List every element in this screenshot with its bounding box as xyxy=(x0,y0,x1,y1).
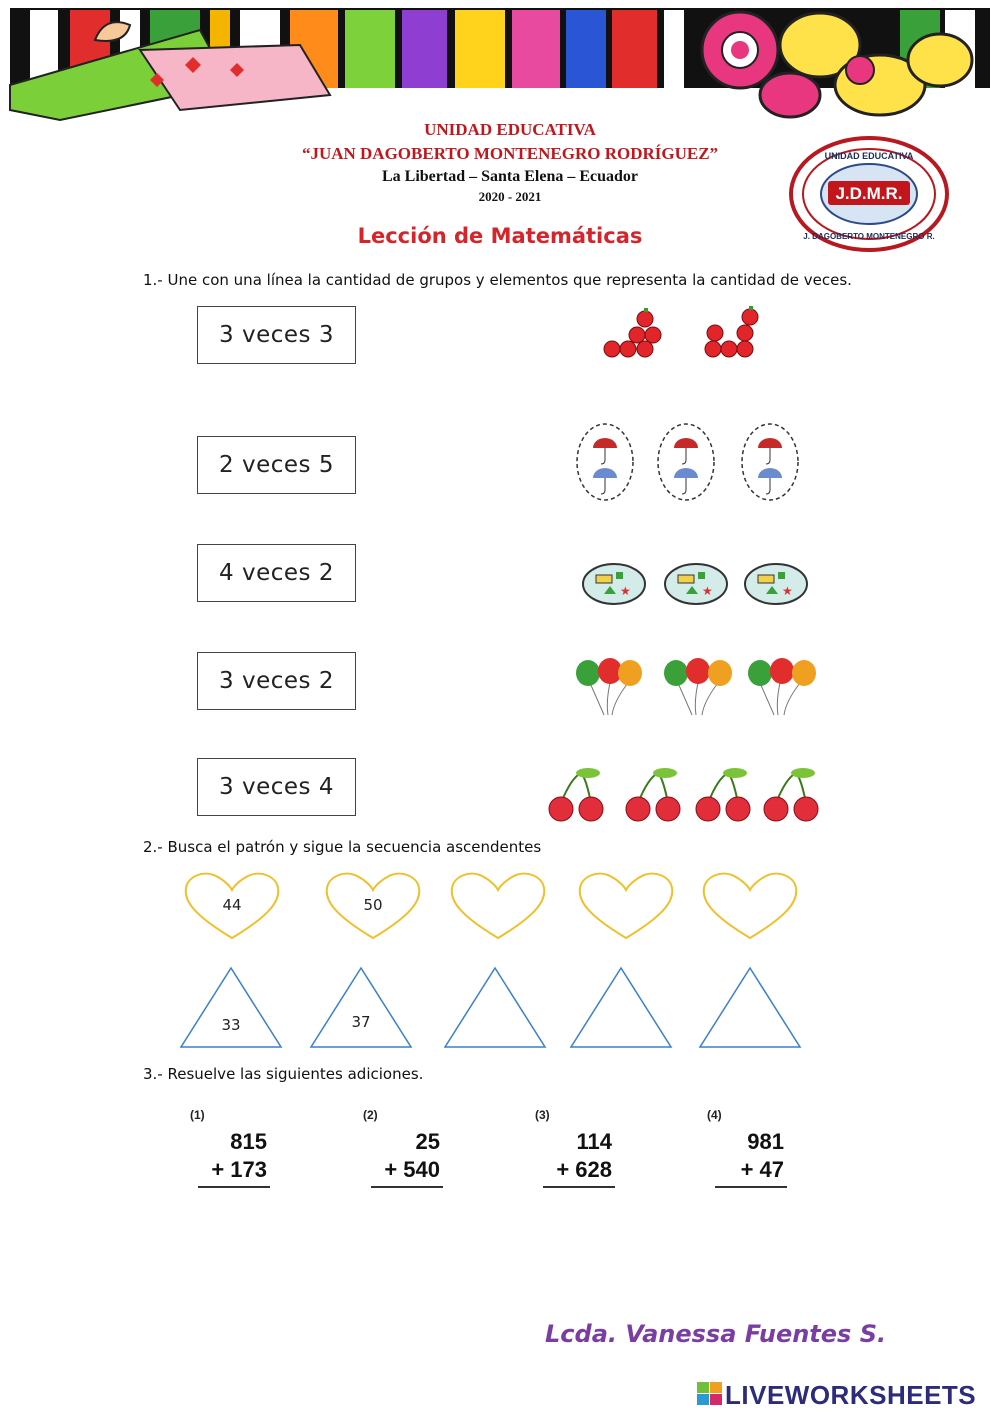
school-location: La Libertad – Santa Elena – Ecuador xyxy=(381,168,639,185)
times-box[interactable]: 2 veces 5 xyxy=(197,436,356,494)
logo-top-text: UNIDAD EDUCATIVA xyxy=(824,151,914,161)
problem-top-number: 25 xyxy=(415,1129,440,1154)
school-name-line1: UNIDAD EDUCATIVA xyxy=(424,120,596,139)
times-box[interactable]: 4 veces 2 xyxy=(197,544,356,602)
problem-index: (2) xyxy=(363,1108,378,1122)
teacher-signature: Lcda. Vanessa Fuentes S. xyxy=(545,1320,887,1348)
problem-top-number: 981 xyxy=(747,1129,784,1154)
school-year: 2020 - 2021 xyxy=(478,189,542,204)
problem-index: (3) xyxy=(535,1108,550,1122)
times-box[interactable]: 3 veces 3 xyxy=(197,306,356,364)
problem-top-number: 114 xyxy=(576,1129,612,1154)
logo-bottom-text: J. DAGOBERTO MONTENEGRO R. xyxy=(803,232,935,241)
apples-groups-picture[interactable] xyxy=(595,305,775,360)
svg-text:★: ★ xyxy=(620,584,631,598)
problem-bottom-number: + 47 xyxy=(740,1157,784,1182)
problem-top-number: 815 xyxy=(230,1129,267,1154)
cherry-groups-picture[interactable] xyxy=(543,765,828,825)
umbrella-groups-picture[interactable] xyxy=(573,420,808,505)
heart-shape xyxy=(448,872,548,942)
triangle-value[interactable]: 33 xyxy=(221,1016,241,1034)
svg-text:★: ★ xyxy=(702,584,713,598)
school-name-line2: “JUAN DAGOBERTO MONTENEGRO RODRÍGUEZ” xyxy=(301,144,719,163)
shape-plate-groups-picture[interactable] xyxy=(580,560,810,608)
triangle-shape xyxy=(178,965,284,1050)
sum-line xyxy=(715,1186,787,1188)
balloon-groups-picture[interactable] xyxy=(570,658,825,720)
section1-instruction: 1.- Une con una línea la cantidad de grupos y elementos que representa la cantidad de veces. xyxy=(143,271,852,289)
sum-line xyxy=(543,1186,615,1188)
triangle-shape xyxy=(568,965,674,1050)
svg-text:★: ★ xyxy=(782,584,793,598)
triangle-shape xyxy=(697,965,803,1050)
section2-instruction: 2.- Busca el patrón y sigue la secuencia ascendentes xyxy=(143,838,542,856)
problem-index: (1) xyxy=(190,1108,205,1122)
logo-center-text: J.D.M.R. xyxy=(835,184,903,203)
school-logo xyxy=(788,135,950,253)
liveworksheets-logo-icon xyxy=(697,1382,723,1406)
problem-bottom-number: + 173 xyxy=(211,1157,267,1182)
heart-shape xyxy=(700,872,800,942)
problem-bottom-number: + 628 xyxy=(556,1157,612,1182)
triangle-shape xyxy=(442,965,548,1050)
triangle-value[interactable]: 37 xyxy=(351,1013,371,1031)
sum-line xyxy=(198,1186,270,1188)
times-box[interactable]: 3 veces 4 xyxy=(197,758,356,816)
lesson-title: Lección de Matemáticas xyxy=(357,224,643,248)
heart-shape xyxy=(576,872,676,942)
heart-value[interactable]: 50 xyxy=(363,896,383,914)
sum-line xyxy=(371,1186,443,1188)
heart-value[interactable]: 44 xyxy=(222,896,242,914)
times-box[interactable]: 3 veces 2 xyxy=(197,652,356,710)
triangle-shape xyxy=(308,965,414,1050)
liveworksheets-watermark: LIVEWORKSHEETS xyxy=(725,1380,977,1410)
section3-instruction: 3.- Resuelve las siguientes adiciones. xyxy=(143,1065,424,1083)
header-banner xyxy=(0,0,1000,125)
problem-bottom-number: + 540 xyxy=(384,1157,440,1182)
problem-index: (4) xyxy=(707,1108,722,1122)
